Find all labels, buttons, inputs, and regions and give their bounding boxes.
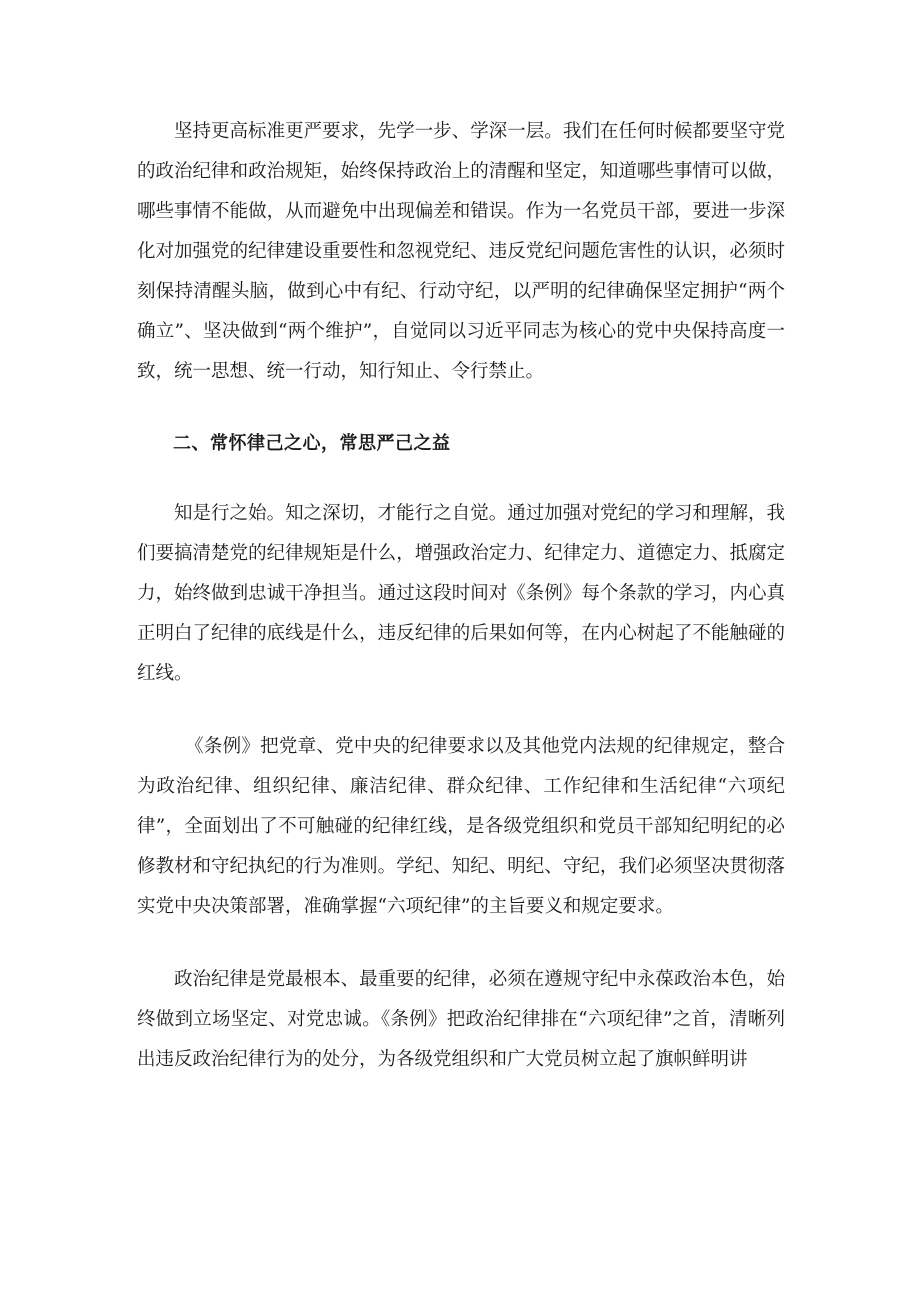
paragraph-spacer bbox=[137, 392, 785, 424]
body-paragraph: 政治纪律是党最根本、最重要的纪律，必须在遵规守纪中永葆政治本色，始终做到立场坚定、对党忠诚。《条例》把政治纪律排在“六项纪律”之首，清晰列出违反政治纪律行为的处分，为各级党组织和广大党员树立起了旗帜鲜明讲 bbox=[137, 969, 785, 1070]
body-paragraph: 《条例》把党章、党中央的纪律要求以及其他党内法规的纪律规定，整合为政治纪律、组织纪律、廉洁纪律、群众纪律、工作纪律和生活纪律“六项纪律”，全面划出了不可触碰的纪律红线，是各级党组织和党员干部知纪明纪的必修教材和守纪执纪的行为准则。学纪、知纪、明纪、守纪，我们必须坚决贯彻落实党中央决策部署，准确掌握“六项纪律”的主旨要义和规定要求。 bbox=[137, 736, 785, 917]
paragraph-spacer bbox=[137, 694, 785, 727]
document-body bbox=[137, 112, 785, 1080]
paragraph-spacer bbox=[137, 464, 785, 494]
body-paragraph: 坚持更高标准更严要求，先学一步、学深一层。我们在任何时候都要坚守党的政治纪律和政治规矩，始终保持政治上的清醒和坚定，知道哪些事情可以做，哪些事情不能做，从而避免中出现偏差和错误。作为一名党员干部，要进一步深化对加强党的纪律建设重要性和忽视党纪、违反党纪问题危害性的认识，必须时刻保持清醒头脑，做到心中有纪、行动守纪，以严明的纪律确保坚定拥护“两个确立”、坚决做到“两个维护”，自觉同以习近平同志为核心的党中央保持高度一致，统一思想、统一行动，知行知止、令行禁止。 bbox=[137, 121, 785, 382]
body-paragraph: 知是行之始。知之深切，才能行之自觉。通过加强对党纪的学习和理解，我们要搞清楚党的纪律规矩是什么，增强政治定力、纪律定力、道德定力、抵腐定力，始终做到忠诚干净担当。通过这段时间对《条例》每个条款的学习，内心真正明白了纪律的底线是什么，违反纪律的后果如何等，在内心树起了不能触碰的红线。 bbox=[137, 503, 785, 684]
paragraph-spacer bbox=[137, 927, 785, 960]
section-heading: 二、常怀律己之心，常思严己之益 bbox=[173, 433, 451, 454]
